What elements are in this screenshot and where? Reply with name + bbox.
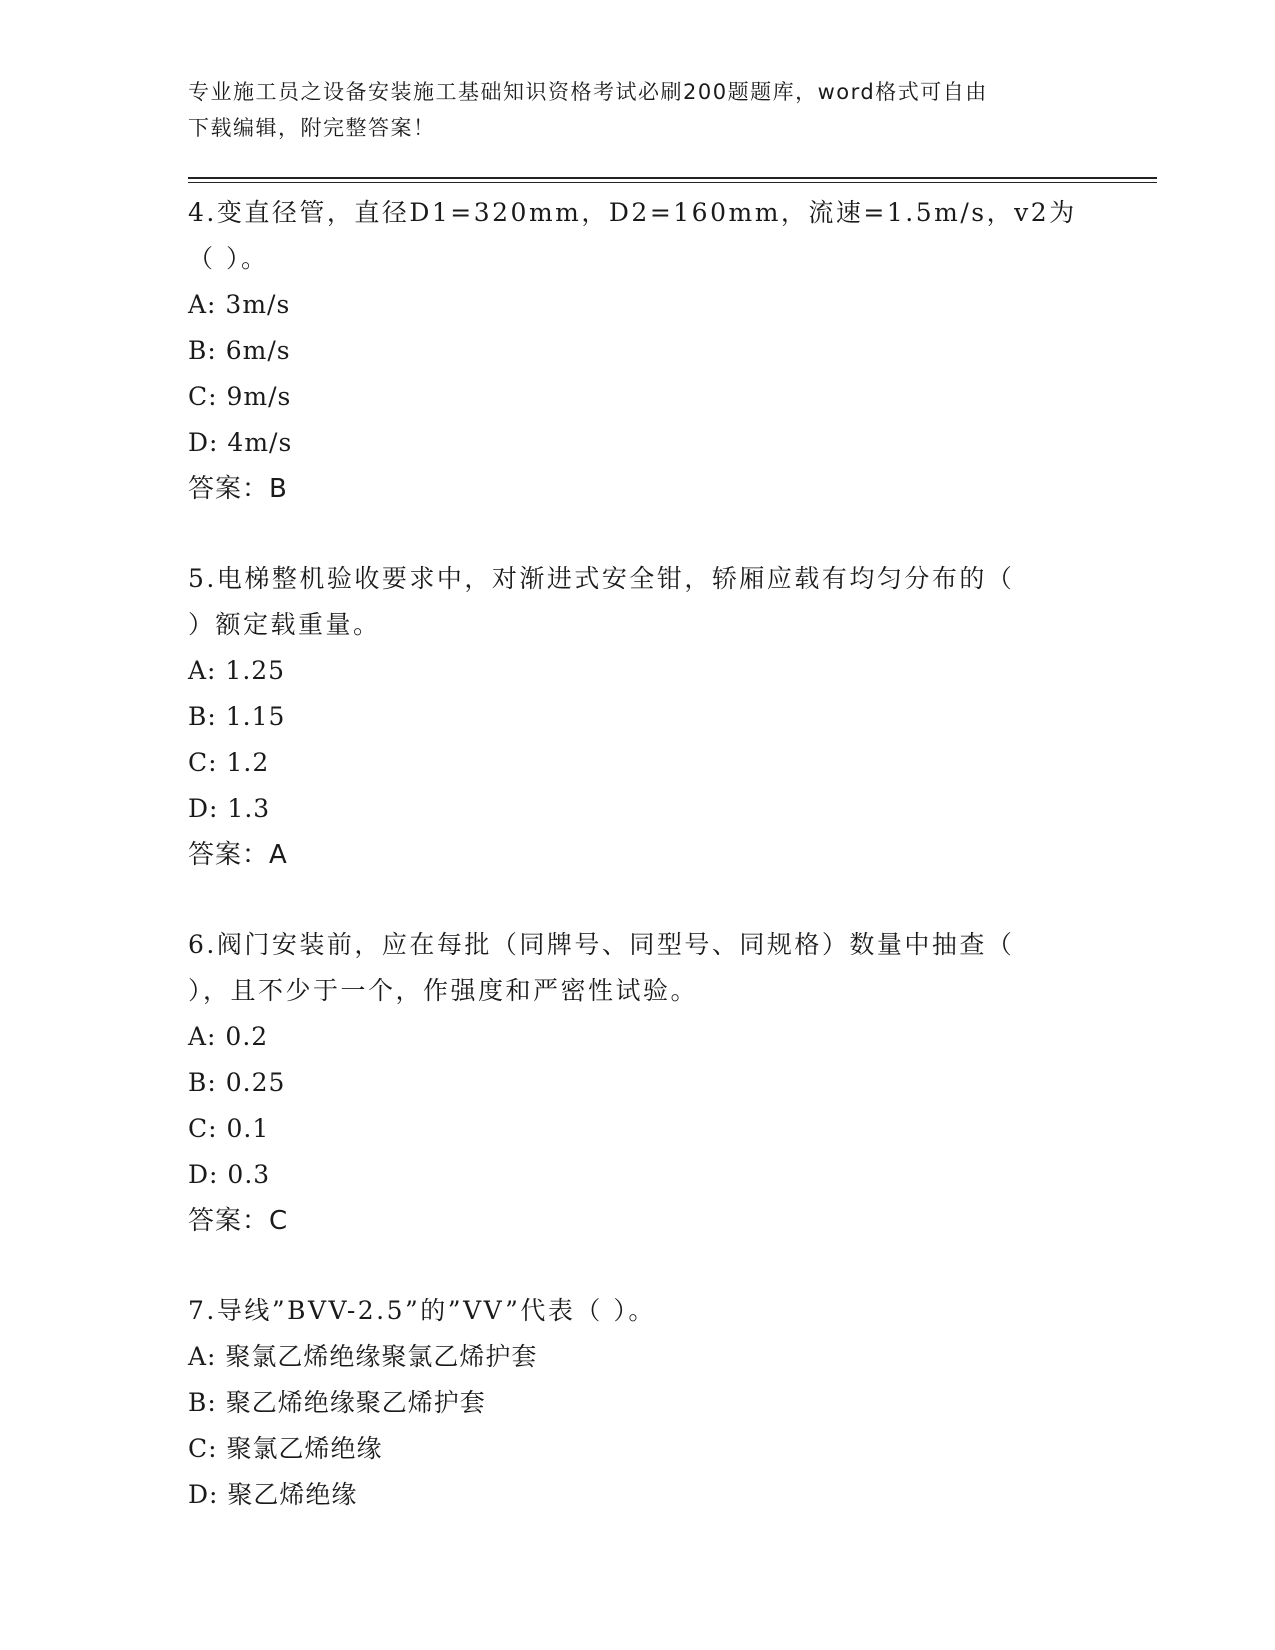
question-stem-continued: ），且不少于一个，作强度和严密性试验。 [188, 976, 699, 1005]
option-b: B: 6m/s [188, 336, 291, 365]
header-line-2: 下载编辑，附完整答案！ [188, 116, 436, 140]
header-divider-thin [188, 182, 1157, 183]
question-stem: 4.变直径管，直径D1=320mm，D2=160mm，流速=1.5m/s，v2为（ ）。 [188, 198, 1077, 273]
option-b: B: 聚乙烯绝缘聚乙烯护套 [188, 1388, 486, 1417]
option-b: B: 0.25 [188, 1068, 286, 1097]
header-divider-thick [188, 177, 1157, 179]
option-a: A: 3m/s [188, 290, 291, 319]
option-c: C: 聚氯乙烯绝缘 [188, 1434, 383, 1463]
option-a: A: 1.25 [188, 656, 286, 685]
option-a: A: 0.2 [188, 1022, 269, 1051]
question-6 [188, 922, 1088, 1244]
option-d: D: 聚乙烯绝缘 [188, 1480, 358, 1509]
question-stem: 5.电梯整机验收要求中，对渐进式安全钳，轿厢应载有均匀分布的（ [188, 564, 1015, 593]
option-b: B: 1.15 [188, 702, 286, 731]
answer: 答案：B [188, 474, 288, 504]
answer: 答案：A [188, 840, 288, 870]
option-c: C: 9m/s [188, 382, 292, 411]
option-c: C: 1.2 [188, 748, 270, 777]
answer: 答案：C [188, 1206, 289, 1236]
header-line-1: 专业施工员之设备安装施工基础知识资格考试必刷200题题库，word格式可自由 [188, 80, 988, 104]
question-list [188, 190, 1088, 1562]
question-stem-continued: ）额定载重量。 [188, 610, 381, 639]
option-d: D: 4m/s [188, 428, 293, 457]
question-7 [188, 1288, 1088, 1518]
option-a: A: 聚氯乙烯绝缘聚氯乙烯护套 [188, 1342, 538, 1371]
option-d: D: 0.3 [188, 1160, 271, 1189]
question-stem: 7.导线”BVV-2.5”的”VV”代表（ ）。 [188, 1296, 656, 1325]
option-c: C: 0.1 [188, 1114, 270, 1143]
question-4 [188, 190, 1088, 512]
document-header [188, 74, 1068, 146]
question-stem: 6.阀门安装前，应在每批（同牌号、同型号、同规格）数量中抽查（ [188, 930, 1015, 959]
option-d: D: 1.3 [188, 794, 271, 823]
question-5 [188, 556, 1088, 878]
